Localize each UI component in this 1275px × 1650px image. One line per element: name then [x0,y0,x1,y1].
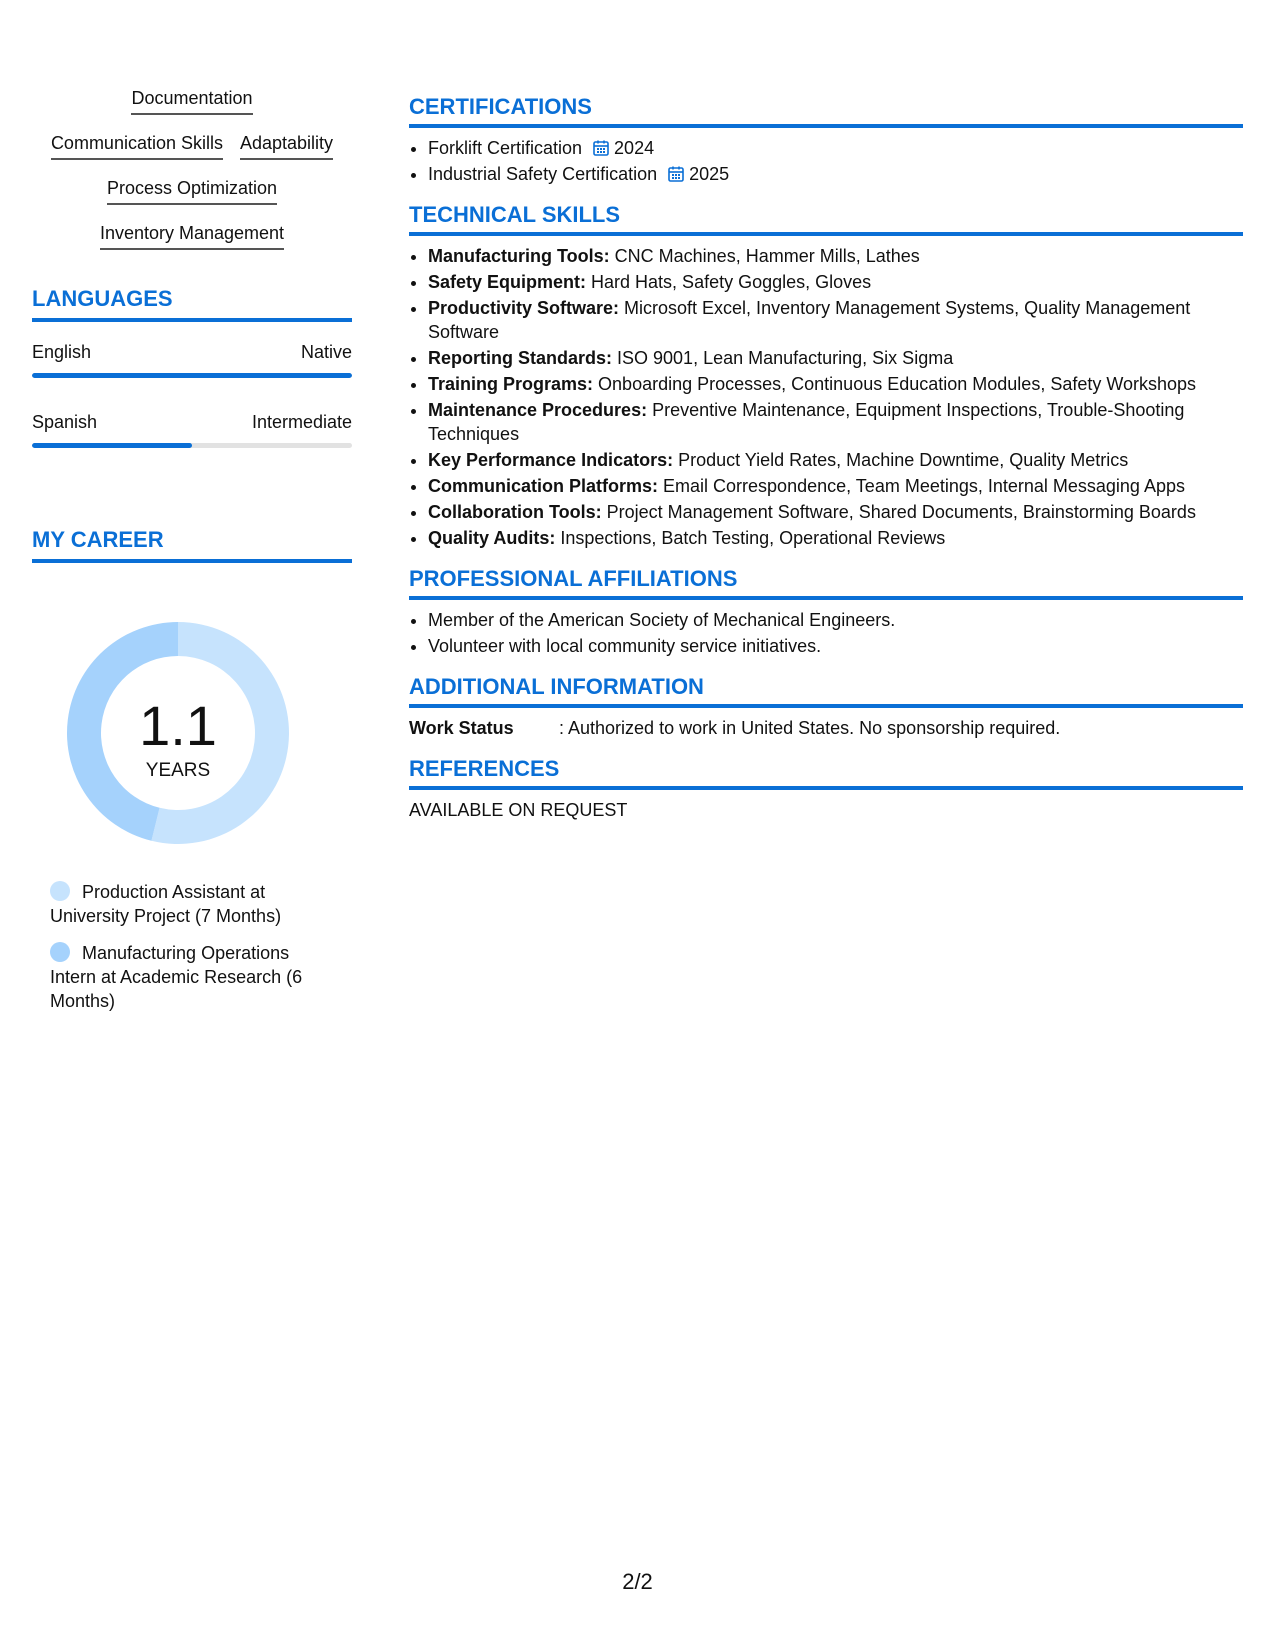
right-column [409,94,1243,838]
skill-tag: Inventory Management [100,221,284,250]
technical-skill-item [428,296,1243,344]
affiliations-list [409,608,1243,658]
skill-category: Communication Platforms: [428,476,659,496]
language-bar-fill [32,443,192,448]
certification-item [428,136,1243,160]
career-label: Manufacturing Operations Intern at Academic Research (6 Months) [50,943,303,1011]
skill-row [32,86,352,131]
technical-skill-item [428,526,1243,550]
skill-values: Hard Hats, Safety Goggles, Gloves [586,272,872,292]
skill-category: Training Programs: [428,374,594,394]
languages-heading: LANGUAGES [32,286,352,322]
skill-tags [32,86,352,266]
skill-tag: Documentation [131,86,252,115]
technical-skill-item [428,448,1243,472]
technical-skills-section [409,202,1243,550]
skill-category: Collaboration Tools: [428,502,602,522]
career-total: 1.1 [139,694,217,757]
skill-category: Quality Audits: [428,528,556,548]
skill-tag: Communication Skills [51,131,223,160]
skill-row [32,131,352,176]
certifications-section [409,94,1243,186]
skill-values: Email Correspondence, Team Meetings, Internal Messaging Apps [658,476,1185,496]
language-level: Intermediate [251,412,352,432]
certifications-list [409,136,1243,186]
skill-category: Key Performance Indicators: [428,450,674,470]
technical-skill-item [428,500,1243,524]
skill-category: Manufacturing Tools: [428,246,610,266]
skill-values: Preventive Maintenance, Equipment Inspections, Trouble-Shooting Techniques [428,400,1185,444]
certification-year: 2024 [614,138,655,158]
technical-skill-item [428,346,1243,370]
language-row-english [32,341,352,378]
skill-values: Inspections, Batch Testing, Operational Reviews [555,528,946,548]
language-name: English [32,342,92,362]
technical-skill-item [428,474,1243,498]
technical-skill-item [428,270,1243,294]
technical-skill-item [428,398,1243,446]
career-unit: YEARS [145,760,211,781]
certification-name: Industrial Safety Certification [428,164,658,184]
legend-dot [50,881,70,901]
skill-tag: Process Optimization [107,176,277,205]
skill-values: Microsoft Excel, Inventory Management Systems, Quality Management Software [428,298,1191,342]
skill-values: Project Management Software, Shared Documents, Brainstorming Boards [601,502,1196,522]
work-status-value: : Authorized to work in United States. No sponsorship required. [559,718,1061,738]
references-section [409,756,1243,822]
certification-year: 2025 [689,164,730,184]
skill-values: CNC Machines, Hammer Mills, Lathes [609,246,920,266]
skill-category: Safety Equipment: [428,272,587,292]
skill-row [32,176,352,221]
affiliation-item: • Volunteer with local community service initiatives. [428,634,1243,658]
career-heading: MY CAREER [32,527,352,563]
career-label: Production Assistant at University Project (7 Months) [50,882,282,926]
language-name: Spanish [32,412,98,432]
references-heading: REFERENCES [409,756,1243,790]
career-legend-item [50,941,330,1013]
skill-values: ISO 9001, Lean Manufacturing, Six Sigma [612,348,954,368]
work-status-row [409,716,1243,740]
language-bar [32,443,352,448]
language-row-spanish [32,411,352,448]
calendar-icon [667,165,685,183]
references-text: AVAILABLE ON REQUEST [409,800,628,820]
technical-skill-item [428,372,1243,396]
skill-values: Product Yield Rates, Machine Downtime, Quality Metrics [673,450,1129,470]
certifications-heading: CERTIFICATIONS [409,94,1243,128]
technical-skill-item [428,244,1243,268]
skill-category: Maintenance Procedures: [428,400,648,420]
page-number: 2/2 [622,1569,653,1594]
technical-skills-heading: TECHNICAL SKILLS [409,202,1243,236]
affiliations-section [409,566,1243,658]
legend-dot [50,942,70,962]
certification-name: Forklift Certification [428,138,583,158]
skill-category: Productivity Software: [428,298,620,318]
technical-skills-list [409,244,1243,550]
career-legend-item [50,880,330,928]
affiliations-heading: PROFESSIONAL AFFILIATIONS [409,566,1243,600]
skill-tag: Adaptability [240,131,333,160]
language-level: Native [300,342,352,362]
work-status-label: Work Status [409,718,514,738]
additional-info-heading: ADDITIONAL INFORMATION [409,674,1243,708]
calendar-icon [592,139,610,157]
career-donut-chart [65,620,291,846]
language-bar [32,373,352,378]
language-bar-fill [32,373,352,378]
additional-info-section [409,674,1243,740]
certification-item [428,162,1243,186]
skill-row [32,221,352,266]
career-legend [50,880,330,1026]
skill-values: Onboarding Processes, Continuous Education Modules, Safety Workshops [593,374,1197,394]
skill-category: Reporting Standards: [428,348,613,368]
affiliation-item: • Member of the American Society of Mechanical Engineers. [428,608,1243,632]
